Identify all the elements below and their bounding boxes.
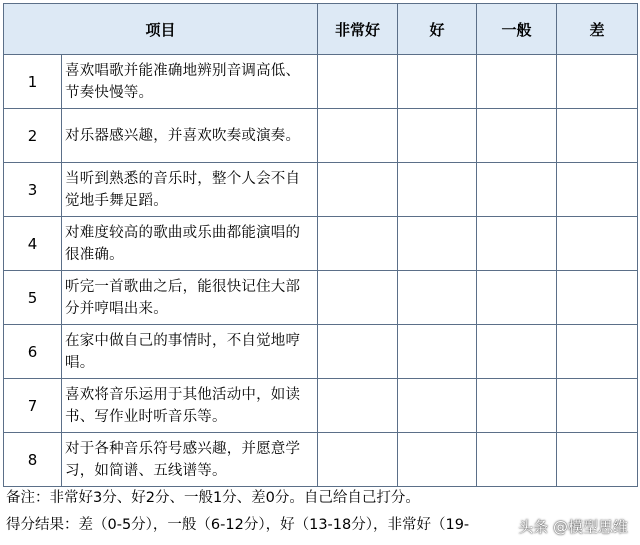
assessment-table-container: [3, 3, 637, 487]
watermark: [518, 516, 628, 537]
cell-good[interactable]: [398, 55, 477, 109]
cell-very-good[interactable]: [318, 271, 398, 325]
table-row: [4, 109, 638, 163]
cell-very-good[interactable]: [318, 217, 398, 271]
music-intelligence-table: [3, 3, 638, 487]
row-number: 5: [4, 271, 62, 325]
cell-very-good[interactable]: [318, 325, 398, 379]
row-number: 8: [4, 433, 62, 487]
cell-good[interactable]: [398, 325, 477, 379]
row-number: 2: [4, 109, 62, 163]
cell-poor[interactable]: [557, 109, 638, 163]
row-number: 6: [4, 325, 62, 379]
row-number: 4: [4, 217, 62, 271]
cell-average[interactable]: [477, 55, 557, 109]
cell-poor[interactable]: [557, 217, 638, 271]
cell-average[interactable]: [477, 217, 557, 271]
header-row: [4, 4, 638, 55]
watermark-text: 头条 @模型思维: [518, 518, 628, 536]
header-item: 项目: [4, 4, 318, 55]
table-row: [4, 379, 638, 433]
table-row: [4, 433, 638, 487]
cell-poor[interactable]: [557, 433, 638, 487]
cell-good[interactable]: [398, 271, 477, 325]
row-item-text: 当听到熟悉的音乐时，整个人会不自觉地手舞足蹈。: [62, 163, 318, 217]
cell-good[interactable]: [398, 109, 477, 163]
cell-average[interactable]: [477, 271, 557, 325]
cell-good[interactable]: [398, 163, 477, 217]
table-row: [4, 271, 638, 325]
row-item-text: 对乐器感兴趣，并喜欢吹奏或演奏。: [62, 109, 318, 163]
header-very-good: 非常好: [318, 4, 398, 55]
cell-average[interactable]: [477, 163, 557, 217]
cell-poor[interactable]: [557, 379, 638, 433]
header-average: 一般: [477, 4, 557, 55]
cell-poor[interactable]: [557, 55, 638, 109]
row-item-text: 听完一首歌曲之后，能很快记住大部分并哼唱出来。: [62, 271, 318, 325]
row-number: 7: [4, 379, 62, 433]
cell-very-good[interactable]: [318, 433, 398, 487]
table-row: [4, 325, 638, 379]
cell-average[interactable]: [477, 433, 557, 487]
row-number: 1: [4, 55, 62, 109]
row-item-text: 对于各种音乐符号感兴趣，并愿意学习，如简谱、五线谱等。: [62, 433, 318, 487]
table-row: [4, 163, 638, 217]
notes-section: [6, 485, 469, 539]
cell-very-good[interactable]: [318, 55, 398, 109]
cell-good[interactable]: [398, 433, 477, 487]
row-number: 3: [4, 163, 62, 217]
cell-poor[interactable]: [557, 325, 638, 379]
score-text: 得分结果：差（0-5分），一般（6-12分），好（13-18分），非常好（19-: [6, 517, 470, 533]
cell-good[interactable]: [398, 217, 477, 271]
row-item-text: 对难度较高的歌曲或乐曲都能演唱的很准确。: [62, 217, 318, 271]
cell-very-good[interactable]: [318, 163, 398, 217]
remark-text: 备注：非常好3分、好2分、一般1分、差0分。自己给自己打分。: [6, 490, 420, 506]
header-good: 好: [398, 4, 477, 55]
cell-very-good[interactable]: [318, 379, 398, 433]
cell-poor[interactable]: [557, 271, 638, 325]
cell-average[interactable]: [477, 325, 557, 379]
row-item-text: 在家中做自己的事情时，不自觉地哼唱。: [62, 325, 318, 379]
row-item-text: 喜欢将音乐运用于其他活动中，如读书、写作业时听音乐等。: [62, 379, 318, 433]
cell-poor[interactable]: [557, 163, 638, 217]
cell-very-good[interactable]: [318, 109, 398, 163]
header-poor: 差: [557, 4, 638, 55]
table-row: [4, 55, 638, 109]
cell-average[interactable]: [477, 109, 557, 163]
cell-average[interactable]: [477, 379, 557, 433]
cell-good[interactable]: [398, 379, 477, 433]
table-row: [4, 217, 638, 271]
row-item-text: 喜欢唱歌并能准确地辨别音调高低、节奏快慢等。: [62, 55, 318, 109]
